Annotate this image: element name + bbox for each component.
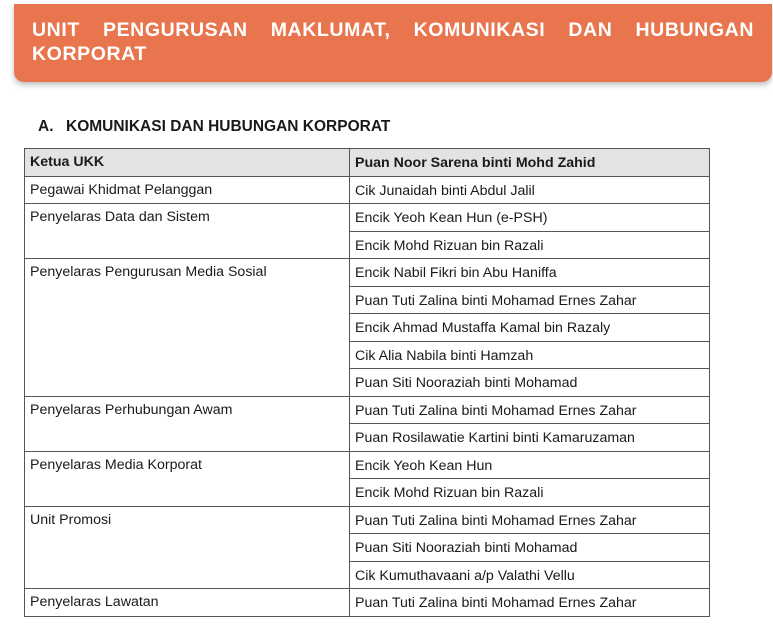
role-cell: Penyelaras Media Korporat: [25, 451, 350, 506]
role-cell: Pegawai Khidmat Pelanggan: [25, 176, 350, 204]
header-role-cell: Ketua UKK: [25, 149, 350, 177]
role-cell: Penyelaras Lawatan: [25, 589, 350, 617]
header-banner: [14, 4, 772, 82]
staff-table: [24, 148, 710, 617]
header-name-cell: Puan Noor Sarena binti Mohd Zahid: [350, 149, 710, 177]
table-row: [25, 176, 710, 204]
name-cell: Encik Yeoh Kean Hun: [350, 451, 710, 479]
role-cell: Unit Promosi: [25, 506, 350, 589]
name-cell: Puan Siti Nooraziah binti Mohamad: [350, 369, 710, 397]
role-cell: Penyelaras Pengurusan Media Sosial: [25, 259, 350, 397]
name-cell: Puan Siti Nooraziah binti Mohamad: [350, 534, 710, 562]
name-cell: Puan Tuti Zalina binti Mohamad Ernes Zahar: [350, 589, 710, 617]
name-cell: Puan Rosilawatie Kartini binti Kamaruzaman: [350, 424, 710, 452]
role-cell: Penyelaras Perhubungan Awam: [25, 396, 350, 451]
name-cell: Encik Mohd Rizuan bin Razali: [350, 479, 710, 507]
table-row: [25, 451, 710, 479]
name-cell: Encik Nabil Fikri bin Abu Haniffa: [350, 259, 710, 287]
section-number: A.: [38, 118, 54, 135]
table-row: [25, 396, 710, 424]
table-row: [25, 204, 710, 232]
name-cell: Cik Junaidah binti Abdul Jalil: [350, 176, 710, 204]
section-title: KOMUNIKASI DAN HUBUNGAN KORPORAT: [66, 118, 391, 135]
banner-title: UNIT PENGURUSAN MAKLUMAT, KOMUNIKASI DAN HUBUNGAN KORPORAT: [32, 19, 754, 65]
table-row: [25, 506, 710, 534]
section-heading: [38, 118, 390, 136]
name-cell: Cik Kumuthavaani a/p Valathi Vellu: [350, 561, 710, 589]
name-cell: Puan Tuti Zalina binti Mohamad Ernes Zahar: [350, 396, 710, 424]
name-cell: Puan Tuti Zalina binti Mohamad Ernes Zahar: [350, 506, 710, 534]
table-header-row: [25, 149, 710, 177]
name-cell: Encik Yeoh Kean Hun (e-PSH): [350, 204, 710, 232]
name-cell: Cik Alia Nabila binti Hamzah: [350, 341, 710, 369]
name-cell: Encik Ahmad Mustaffa Kamal bin Razaly: [350, 314, 710, 342]
name-cell: Puan Tuti Zalina binti Mohamad Ernes Zahar: [350, 286, 710, 314]
name-cell: Encik Mohd Rizuan bin Razali: [350, 231, 710, 259]
table-row: [25, 259, 710, 287]
table-row: [25, 589, 710, 617]
role-cell: Penyelaras Data dan Sistem: [25, 204, 350, 259]
